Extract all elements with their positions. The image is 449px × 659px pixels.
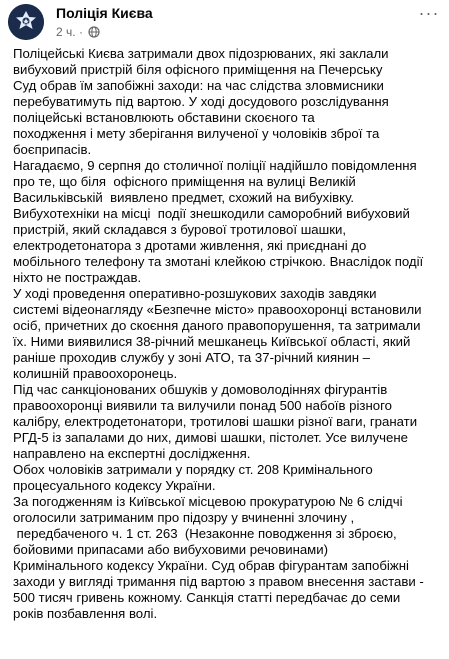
post-meta	[56, 24, 100, 38]
page-avatar[interactable]	[8, 4, 44, 40]
post-time[interactable]: 2 ч.	[56, 24, 76, 39]
paragraph: Вибухотехніки на місці події знешкодили саморобний вибуховий пристрій, який складався з бурової тротилової шашки, електродетонатора з дротами живлення, які приєднані до мобільного телефону та змотані клейкою стрічкою. Внаслідок події ніхто не постраждав.	[13, 206, 424, 285]
globe-icon[interactable]	[88, 26, 100, 38]
meta-separator: ·	[78, 24, 83, 39]
paragraph: Нагадаємо, 9 серпня до столичної поліції надійшло повідомлення про те, що біля офісного приміщення на вулиці Великій Васильківській виявлено предмет, схожий на вибухівку.	[13, 158, 417, 205]
more-options-icon[interactable]: ···	[418, 3, 440, 23]
paragraph: За погодженням із Київської місцевою прокуратурою № 6 слідчі оголосили затриманим про підозру у вчиненні злочину , передбаченого ч. 1 ст. 263 (Незаконне поводження зі зброєю, бойовими припасами або вибуховими речовинами) Кримінального кодексу України. Суд обрав фігурантам запобіжні заходи у вигляді тримання під вартою з правом внесення застави - 500 тисяч гривень кожному. Санкція статті передбачає до семи років позбавлення волі.	[13, 494, 424, 621]
page-name-link[interactable]: Поліція Києва	[56, 5, 153, 21]
post-header	[0, 0, 449, 42]
paragraph: Поліцейські Києва затримали двох підозрюваних, які заклали вибуховий пристрій біля офісного приміщення на Печерську Суд обрав їм запобіжні заходи: на час слідства зловмисники перебуватимуть під вартою. У ході досудового розслідування поліцейські встановлюють обставини скоєного та походження і мету зберігання вилученої у чоловіків зброї та боєприпасів.	[13, 46, 389, 157]
paragraph: Обох чоловіків затримали у порядку ст. 208 Кримінального процесуального кодексу України.	[13, 462, 373, 493]
paragraph: Під час санкціонованих обшуків у домоволодіннях фігурантів правоохоронці виявили та вилучили понад 500 набоїв різного калібру, електродетонатори, тротилові шашки різної ваги, гранати РГД-5 із запалами до них, димові шашки, пістолет. Усе вилучене направлено на експертні дослідження.	[13, 382, 418, 461]
post-body	[13, 46, 445, 622]
paragraph: У ході проведення оперативно-розшукових заходів завдяки системі відеонагляду «Безпечне місто» правоохоронці встановили осіб, причетних до скоєння даного правопорушення, та затримали їх. Ними виявилися 38-річний мешканець Київської області, який раніше проходив службу у зоні АТО, та 37-річний киянин – колишній правоохоронець.	[13, 286, 422, 381]
police-star-logo	[8, 4, 44, 40]
